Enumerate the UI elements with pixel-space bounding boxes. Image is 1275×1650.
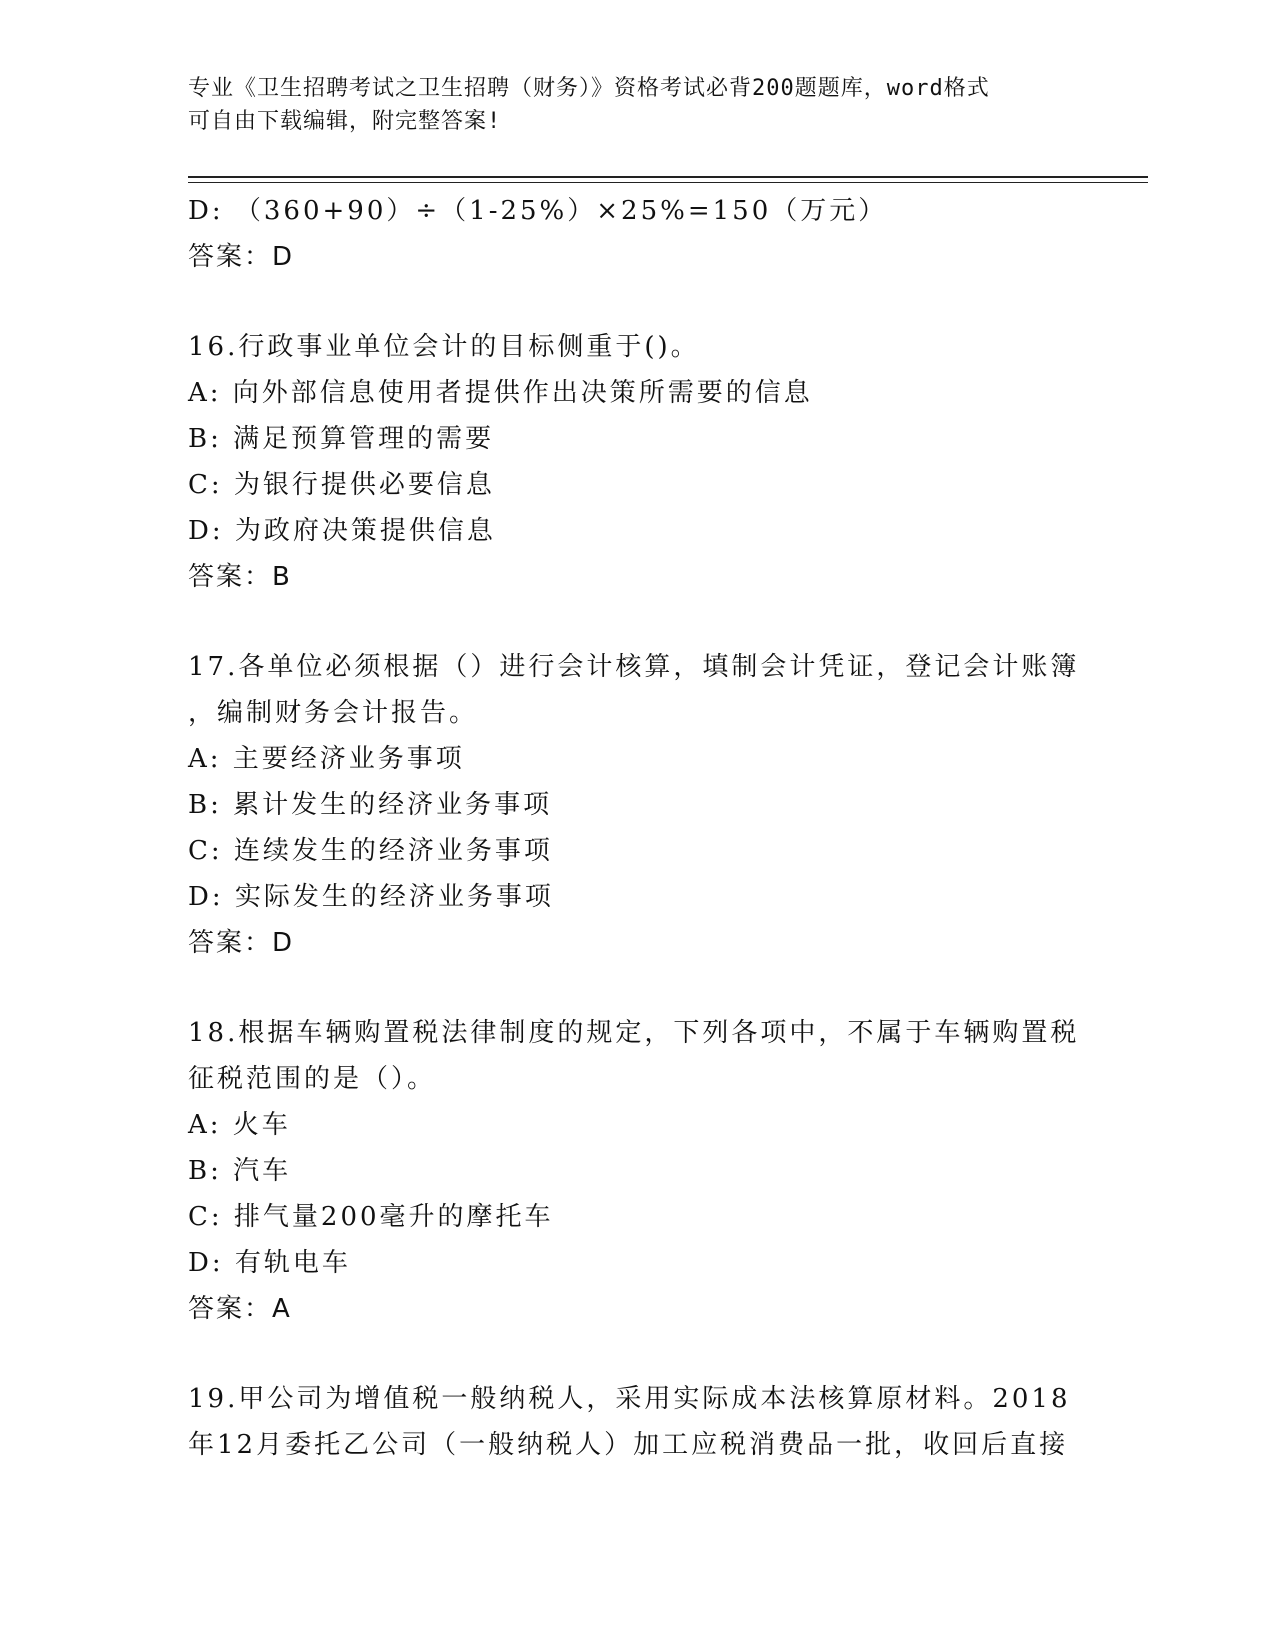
answer: 答案：B bbox=[188, 562, 292, 592]
answer: 答案：A bbox=[188, 1294, 292, 1324]
question-text-line-2: 征税范围的是（）。 bbox=[188, 1064, 437, 1094]
option-b: B: 累计发生的经济业务事项 bbox=[188, 790, 553, 820]
header-line-2: 可自由下载编辑，附完整答案! bbox=[188, 109, 502, 134]
option-a: A: 主要经济业务事项 bbox=[188, 744, 465, 774]
question-block-18 bbox=[188, 1010, 1088, 1332]
question-block-19 bbox=[188, 1376, 1088, 1468]
option-c: C: 排气量200毫升的摩托车 bbox=[188, 1202, 554, 1232]
question-text-line-2: 年12月委托乙公司（一般纳税人）加工应税消费品一批，收回后直接 bbox=[188, 1430, 1069, 1460]
question-block-17 bbox=[188, 644, 1088, 966]
header-line-1: 专业《卫生招聘考试之卫生招聘（财务）》资格考试必背200题题库，word格式 bbox=[188, 76, 990, 101]
header-rule-thin bbox=[188, 182, 1148, 183]
question-block-16 bbox=[188, 324, 1088, 600]
option-b: B: 满足预算管理的需要 bbox=[188, 424, 495, 454]
question-text-line-2: ，编制财务会计报告。 bbox=[188, 698, 479, 728]
option-a: A: 火车 bbox=[188, 1110, 291, 1140]
option-c: C: 为银行提供必要信息 bbox=[188, 470, 495, 500]
spacer bbox=[188, 280, 1088, 324]
question-text: 16.行政事业单位会计的目标侧重于()。 bbox=[188, 332, 700, 362]
question-text-line-1: 19.甲公司为增值税一般纳税人，采用实际成本法核算原材料。2018 bbox=[188, 1384, 1071, 1414]
option-c: C: 连续发生的经济业务事项 bbox=[188, 836, 553, 866]
question-text-line-1: 18.根据车辆购置税法律制度的规定，下列各项中，不属于车辆购置税 bbox=[188, 1018, 1080, 1048]
spacer bbox=[188, 966, 1088, 1010]
option-d: D: （360+90）÷（1-25%）×25%=150（万元） bbox=[188, 196, 888, 226]
document-body bbox=[188, 188, 1088, 1468]
spacer bbox=[188, 1332, 1088, 1376]
question-text-line-1: 17.各单位必须根据（）进行会计核算，填制会计凭证，登记会计账簿 bbox=[188, 652, 1080, 682]
option-b: B: 汽车 bbox=[188, 1156, 292, 1186]
spacer bbox=[188, 600, 1088, 644]
option-a: A: 向外部信息使用者提供作出决策所需要的信息 bbox=[188, 378, 813, 408]
question-block-prev bbox=[188, 188, 1088, 280]
document-header bbox=[188, 72, 1068, 138]
header-rule-thick bbox=[188, 176, 1148, 178]
option-d: D: 有轨电车 bbox=[188, 1248, 351, 1278]
answer: 答案：D bbox=[188, 928, 295, 958]
option-d: D: 为政府决策提供信息 bbox=[188, 516, 496, 546]
answer: 答案：D bbox=[188, 242, 295, 272]
option-d: D: 实际发生的经济业务事项 bbox=[188, 882, 554, 912]
